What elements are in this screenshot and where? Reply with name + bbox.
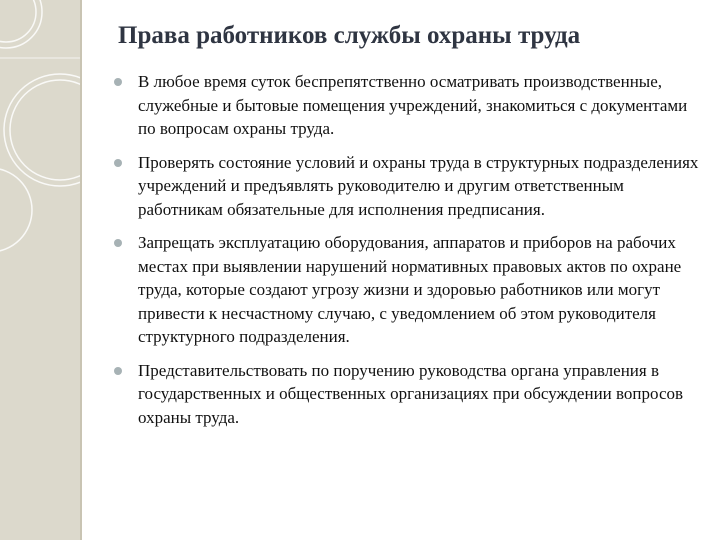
side-divider bbox=[80, 0, 82, 540]
list-item-text: В любое время суток беспрепятственно осматривать производственные, служебные и бытовые помещения учреждений, знакомиться с документами по вопросам охраны труда. bbox=[138, 72, 688, 138]
bullet-dot-icon bbox=[114, 78, 122, 86]
list-item-text: Запрещать эксплуатацию оборудования, аппаратов и приборов на рабочих местах при выявлении нарушений нормативных правовых актов по охране труда, которые создают угрозу жизни и здоровью работников или могут привести к несчастному случаю, с уведомлением об этом руководителя структурного подразделения. bbox=[138, 233, 682, 346]
bullet-dot-icon bbox=[114, 159, 122, 167]
list-item bbox=[112, 70, 704, 141]
slide-title: Права работников службы охраны труда bbox=[118, 22, 581, 49]
list-item-text: Проверять состояние условий и охраны труда в структурных подразделениях учреждений и предъявлять руководителю и другим ответственным работникам обязательные для исполнения предписания. bbox=[138, 152, 699, 219]
decorative-side-strip bbox=[0, 0, 80, 540]
list-item-text: Представительствовать по поручению руководства органа управления в государственных и общественных организациях при обсуждении вопросов охраны труда. bbox=[138, 360, 684, 427]
decorative-rings-icon bbox=[0, 0, 80, 540]
bullet-list bbox=[112, 70, 704, 439]
list-item bbox=[112, 151, 704, 222]
bullet-dot-icon bbox=[114, 367, 122, 375]
bullet-dot-icon bbox=[114, 239, 122, 247]
list-item bbox=[112, 359, 704, 430]
list-item bbox=[112, 231, 704, 349]
